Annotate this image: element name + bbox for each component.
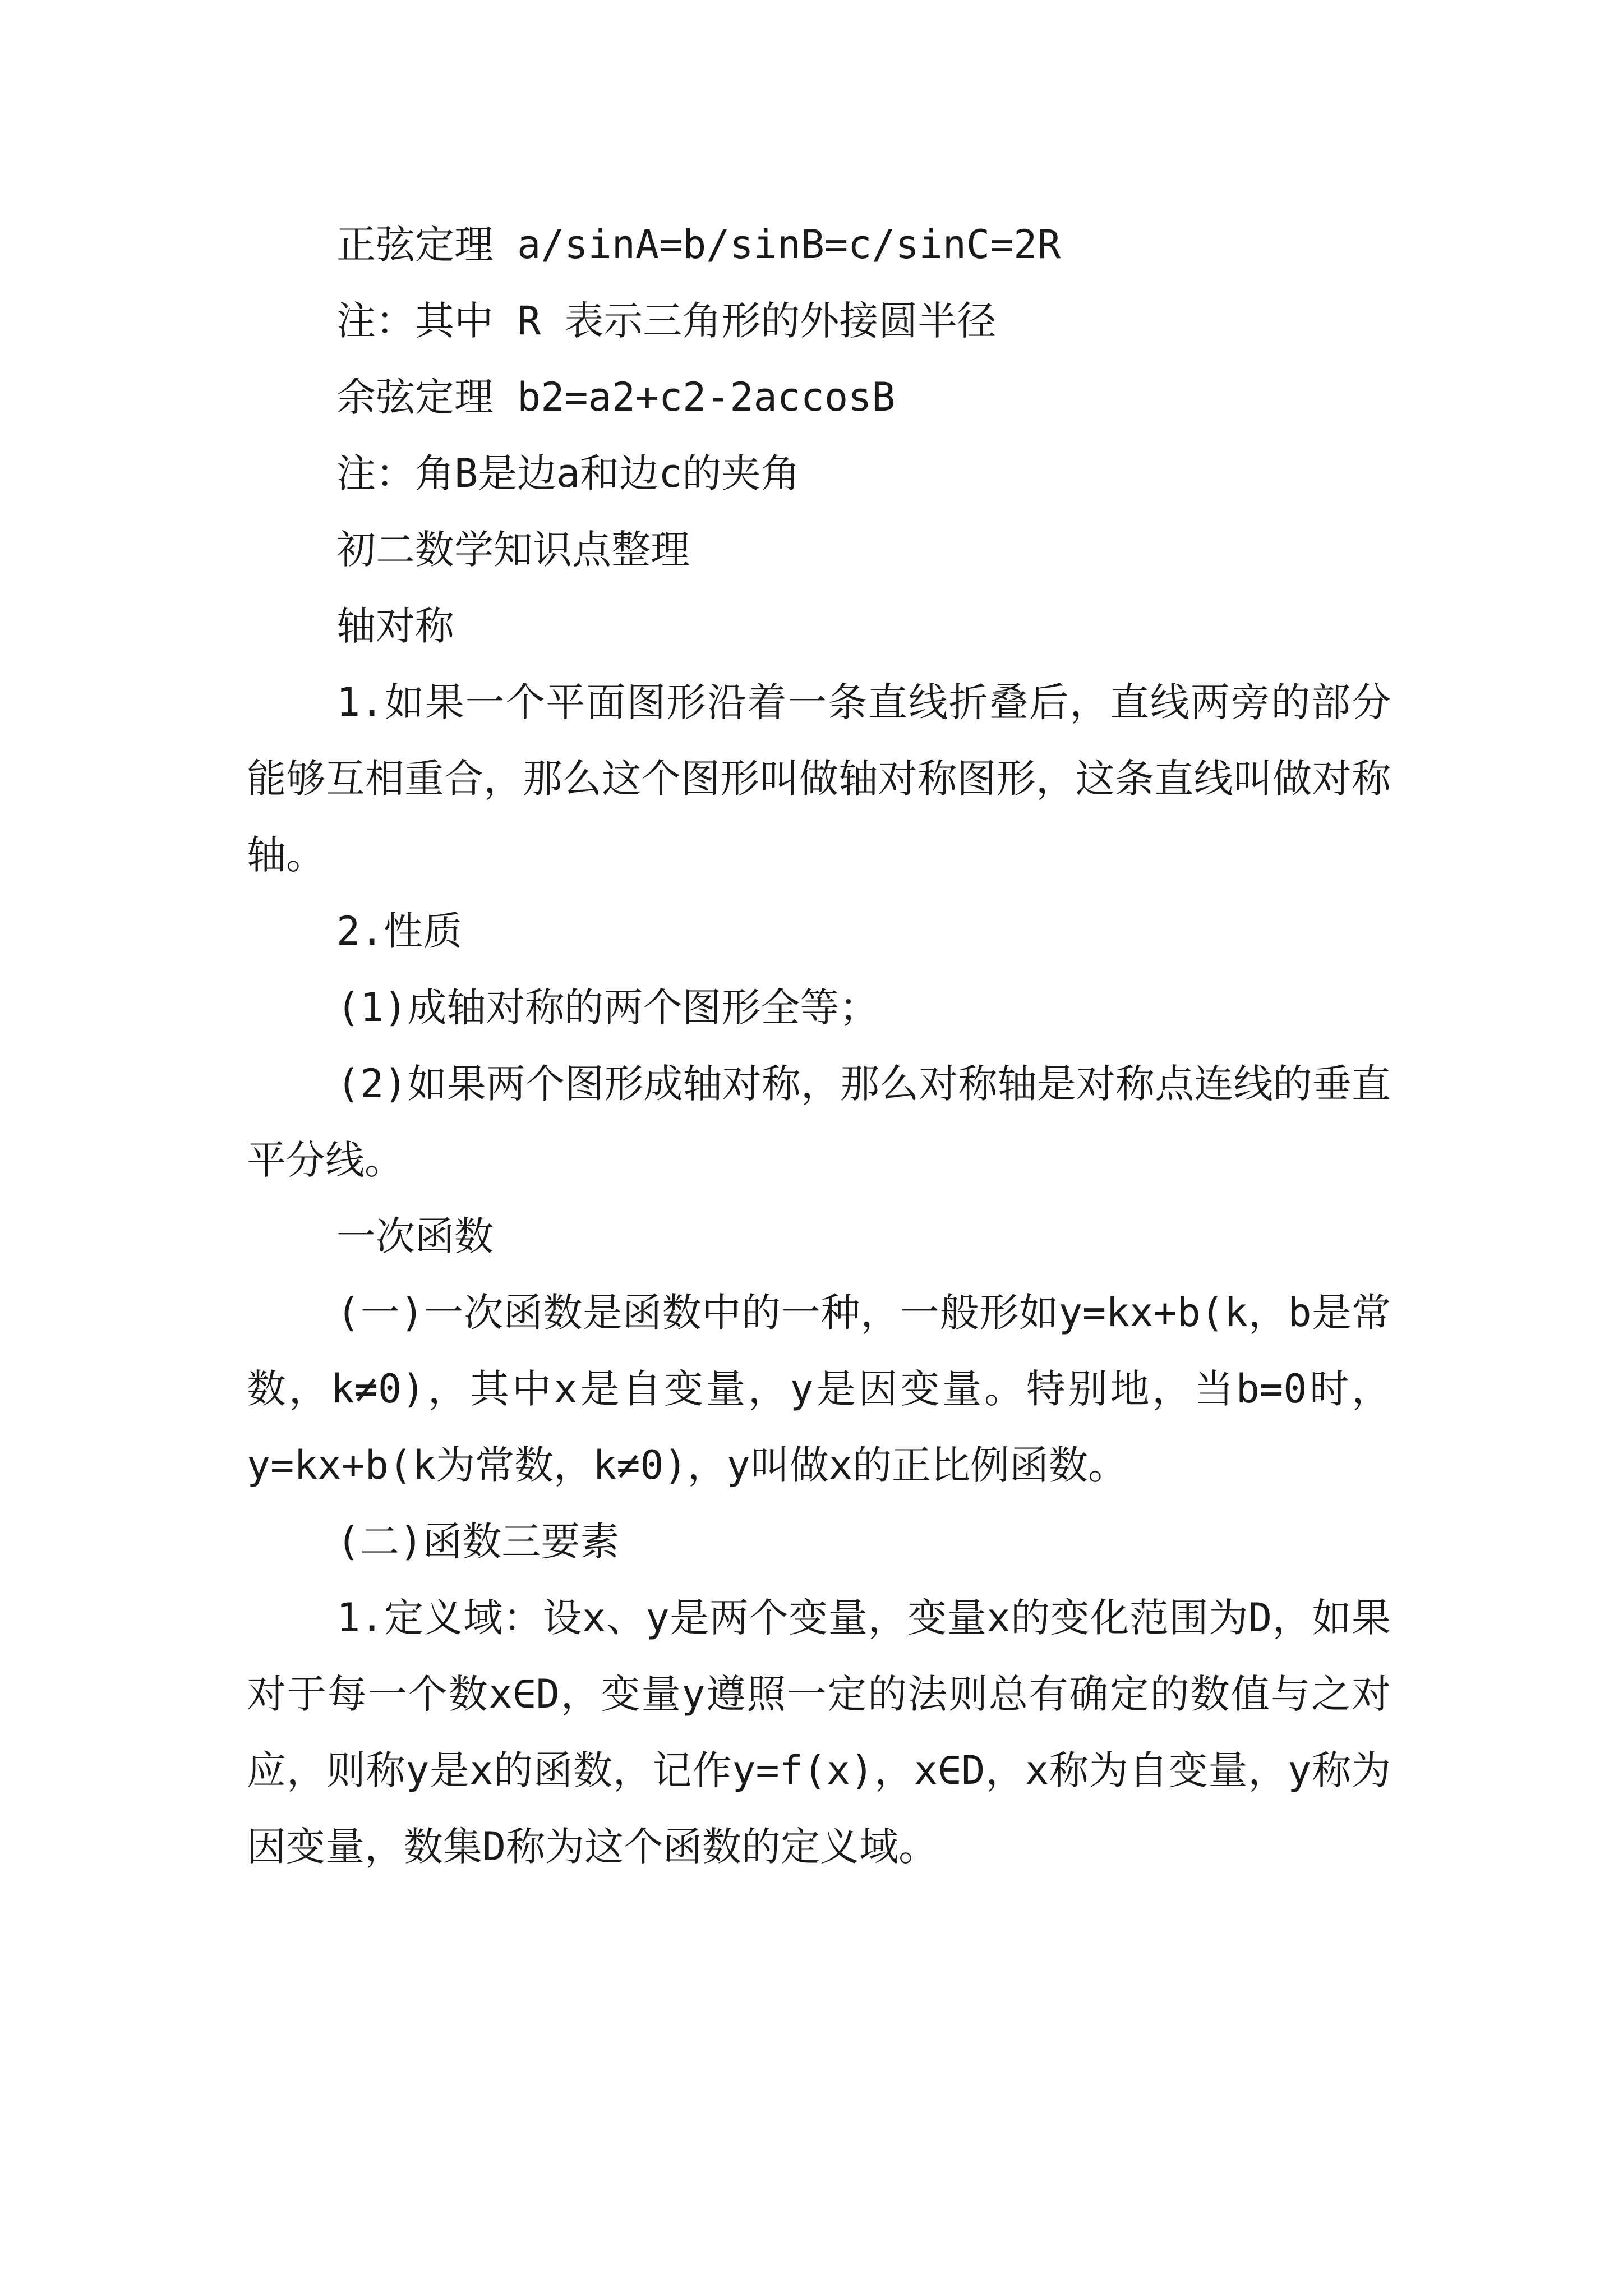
linear-function-heading: 一次函数 xyxy=(336,1213,494,1259)
cosine-law-line: 余弦定理 b2=a2+c2-2accosB xyxy=(336,374,896,420)
properties-heading: 2.性质 xyxy=(336,908,463,954)
sine-law-line: 正弦定理 a/sinA=b/sinB=c/sinC=2R xyxy=(336,222,1061,268)
axis-symmetry-definition: 1.如果一个平面图形沿着一条直线折叠后，直线两旁的部分能够互相重合，那么这个图形叫做轴对称图形，这条直线叫做对称轴。 xyxy=(247,679,1391,878)
cosine-law-note: 注：角B是边a和边c的夹角 xyxy=(336,450,800,496)
axis-symmetry-heading: 轴对称 xyxy=(336,603,454,649)
domain-definition: 1.定义域：设x、y是两个变量，变量x的变化范围为D，如果对于每一个数x∈D，变量y遵照一定的法则总有确定的数值与之对应，则称y是x的函数，记作y=f(x)，x∈D，x称为自变量，y称为因变量，数集D称为这个函数的定义域。 xyxy=(247,1595,1391,1870)
property-1: (1)成轴对称的两个图形全等； xyxy=(336,984,879,1030)
sine-law-note: 注：其中 R 表示三角形的外接圆半径 xyxy=(336,298,997,344)
property-2: (2)如果两个图形成轴对称，那么对称轴是对称点连线的垂直平分线。 xyxy=(247,1061,1391,1183)
linear-function-definition: (一)一次函数是函数中的一种，一般形如y=kx+b(k，b是常数，k≠0)，其中x是自变量，y是因变量。特别地，当b=0时，y=kx+b(k为常数，k≠0)，y叫做x的正比例函数。 xyxy=(247,1290,1391,1488)
section-heading: 初二数学知识点整理 xyxy=(336,527,690,573)
function-elements-heading: (二)函数三要素 xyxy=(336,1519,620,1565)
document-body xyxy=(247,206,1391,1885)
